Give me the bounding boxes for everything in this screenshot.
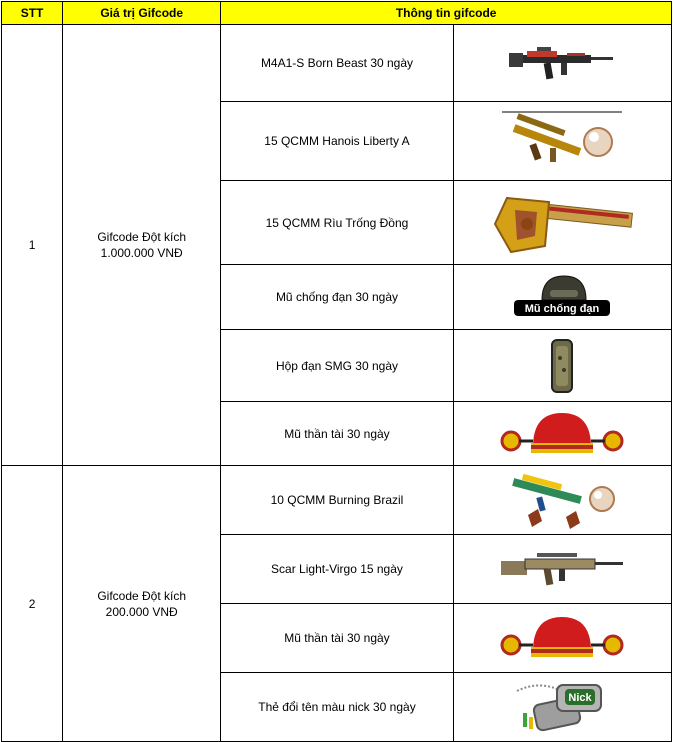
item-image-cell bbox=[453, 102, 671, 181]
table-row bbox=[2, 25, 672, 102]
item-name: Mũ thần tài 30 ngày bbox=[221, 604, 453, 673]
item-image-cell bbox=[453, 673, 671, 742]
helmet-caption: Mũ chống đạn bbox=[525, 303, 600, 315]
item-image-cell bbox=[453, 535, 671, 604]
item-name: Thẻ đổi tên màu nick 30 ngày bbox=[221, 673, 453, 742]
header-info: Thông tin gifcode bbox=[221, 2, 672, 25]
item-name: Mũ chống đạn 30 ngày bbox=[221, 265, 453, 330]
ammo-box-icon bbox=[472, 336, 652, 396]
red-hat-icon bbox=[472, 407, 652, 461]
nick-caption: Nick bbox=[568, 692, 592, 704]
value-line2: 200.000 VNĐ bbox=[105, 604, 178, 619]
gold-rifle-pearl-icon bbox=[472, 110, 652, 172]
brazil-rifle-icon bbox=[472, 469, 652, 531]
dog-tag-icon bbox=[472, 677, 652, 737]
item-name: 10 QCMM Burning Brazil bbox=[221, 466, 453, 535]
item-name: Mũ thần tài 30 ngày bbox=[221, 402, 453, 466]
value-line1: Gifcode Đột kích bbox=[97, 230, 187, 244]
item-image-cell bbox=[453, 265, 671, 330]
item-image-cell bbox=[453, 330, 671, 402]
stt-cell: 1 bbox=[2, 25, 63, 466]
item-image-cell bbox=[453, 466, 671, 535]
header-value: Giá trị Gifcode bbox=[63, 2, 221, 25]
value-line1: Gifcode Đột kích bbox=[97, 588, 187, 603]
value-cell bbox=[63, 25, 221, 466]
header-row bbox=[2, 2, 672, 25]
item-name: 15 QCMM Rìu Trống Đồng bbox=[221, 181, 453, 265]
gifcode-table bbox=[1, 1, 672, 742]
item-image-cell bbox=[453, 25, 671, 102]
header-stt: STT bbox=[2, 2, 63, 25]
value-cell bbox=[63, 466, 221, 742]
red-hat-icon bbox=[472, 611, 652, 665]
item-image-cell bbox=[453, 181, 671, 265]
item-name: M4A1-S Born Beast 30 ngày bbox=[221, 25, 453, 102]
item-name: 15 QCMM Hanois Liberty A bbox=[221, 102, 453, 181]
item-image-cell bbox=[453, 604, 671, 673]
item-image-cell bbox=[453, 402, 671, 466]
item-name: Scar Light-Virgo 15 ngày bbox=[221, 535, 453, 604]
stt-cell: 2 bbox=[2, 466, 63, 742]
item-name: Hộp đạn SMG 30 ngày bbox=[221, 330, 453, 402]
table-row bbox=[2, 466, 672, 535]
helmet-icon bbox=[472, 270, 652, 324]
bronze-axe-icon bbox=[472, 188, 652, 258]
scar-rifle-icon bbox=[472, 547, 652, 591]
rifle-m4a1-icon bbox=[472, 41, 652, 85]
value-line2: 1.000.000 VNĐ bbox=[100, 246, 183, 260]
